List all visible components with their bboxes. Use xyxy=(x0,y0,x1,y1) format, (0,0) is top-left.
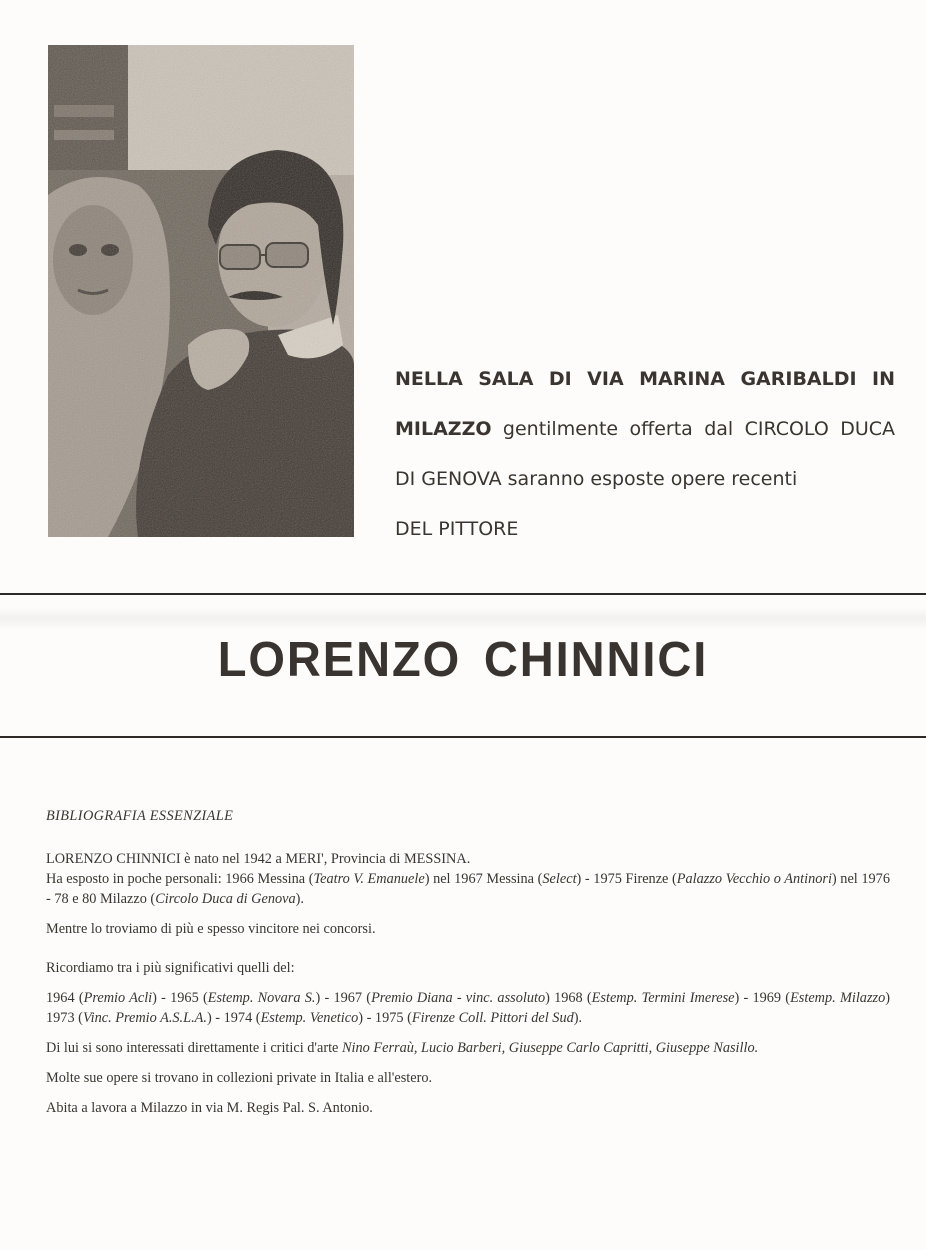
announcement-line-3: DI GENOVA saranno esposte opere recenti xyxy=(395,468,798,490)
bio-competitions-intro: Mentre lo troviamo di più e spesso vincitore nei concorsi. xyxy=(46,921,376,937)
bio-birth: LORENZO CHINNICI è nato nel 1942 a MERI', Provincia di MESSINA. xyxy=(46,851,471,867)
award-title: Estemp. Termini Imerese xyxy=(591,990,735,1006)
award-year-text: ) - 1975 ( xyxy=(358,1010,412,1026)
award-year-text: ) - 1967 ( xyxy=(315,990,372,1006)
artist-photo xyxy=(48,45,354,537)
award-year-text: 1964 ( xyxy=(46,990,84,1006)
award-year-text: ) 1968 ( xyxy=(545,990,592,1006)
award-year-text: ) - 1965 ( xyxy=(152,990,208,1006)
award-title: Premio Diana - vinc. assoluto xyxy=(371,990,546,1006)
bio-awards xyxy=(46,988,890,1028)
award-year-text: ) - 1969 ( xyxy=(734,990,791,1006)
award-year-text: ). xyxy=(573,1010,583,1026)
announcement-line-1: NELLA SALA DI VIA MARINA GARIBALDI IN xyxy=(395,368,895,390)
announcement-line-2: MILAZZO gentilmente offerta dal CIRCOLO DUCA xyxy=(395,418,895,440)
photo-illustration xyxy=(48,45,354,537)
bio-critics: Di lui si sono interessati direttamente i critici d'arte Nino Ferraù, Lucio Barberi, Giuseppe Carlo Capritti, Giuseppe Nasillo. xyxy=(46,1040,759,1056)
award-title: Vinc. Premio A.S.L.A. xyxy=(82,1010,207,1026)
divider-top xyxy=(0,593,926,595)
bio-exhibitions: Ha esposto in poche personali: 1966 Messina (Teatro V. Emanuele) nel 1967 Messina (Select) - 1975 Firenze (Palazzo Vecchio o Antinori) nel 1976 - 78 e 80 Milazzo (Circolo Duca di Genova). xyxy=(46,871,890,907)
award-title: Premio Acli xyxy=(83,990,153,1006)
artist-name-title: LORENZO CHINNICI xyxy=(217,633,709,687)
award-year-text: ) 1973 ( xyxy=(46,990,890,1026)
award-title: Estemp. Milazzo xyxy=(790,990,886,1006)
bio-address: Abita a lavora a Milazzo in via M. Regis Pal. S. Antonio. xyxy=(46,1100,373,1116)
divider-bottom xyxy=(0,736,926,738)
exhibition-announcement xyxy=(395,362,895,562)
paper-fold xyxy=(0,608,926,630)
bio-collections: Molte sue opere si trovano in collezioni private in Italia e all'estero. xyxy=(46,1070,433,1086)
bibliography-section xyxy=(46,806,890,1128)
bio-highlights-intro: Ricordiamo tra i più significativi quelli del: xyxy=(46,960,295,976)
location-milazzo: MILAZZO xyxy=(395,418,492,440)
award-title: Estemp. Novara S. xyxy=(207,990,316,1006)
award-title: Firenze Coll. Pittori del Sud xyxy=(411,1010,574,1026)
award-year-text: ) - 1974 ( xyxy=(206,1010,261,1026)
bibliography-heading: BIBLIOGRAFIA ESSENZIALE xyxy=(46,808,234,824)
award-title: Estemp. Venetico xyxy=(260,1010,359,1026)
announcement-line-4: DEL PITTORE xyxy=(395,518,519,540)
